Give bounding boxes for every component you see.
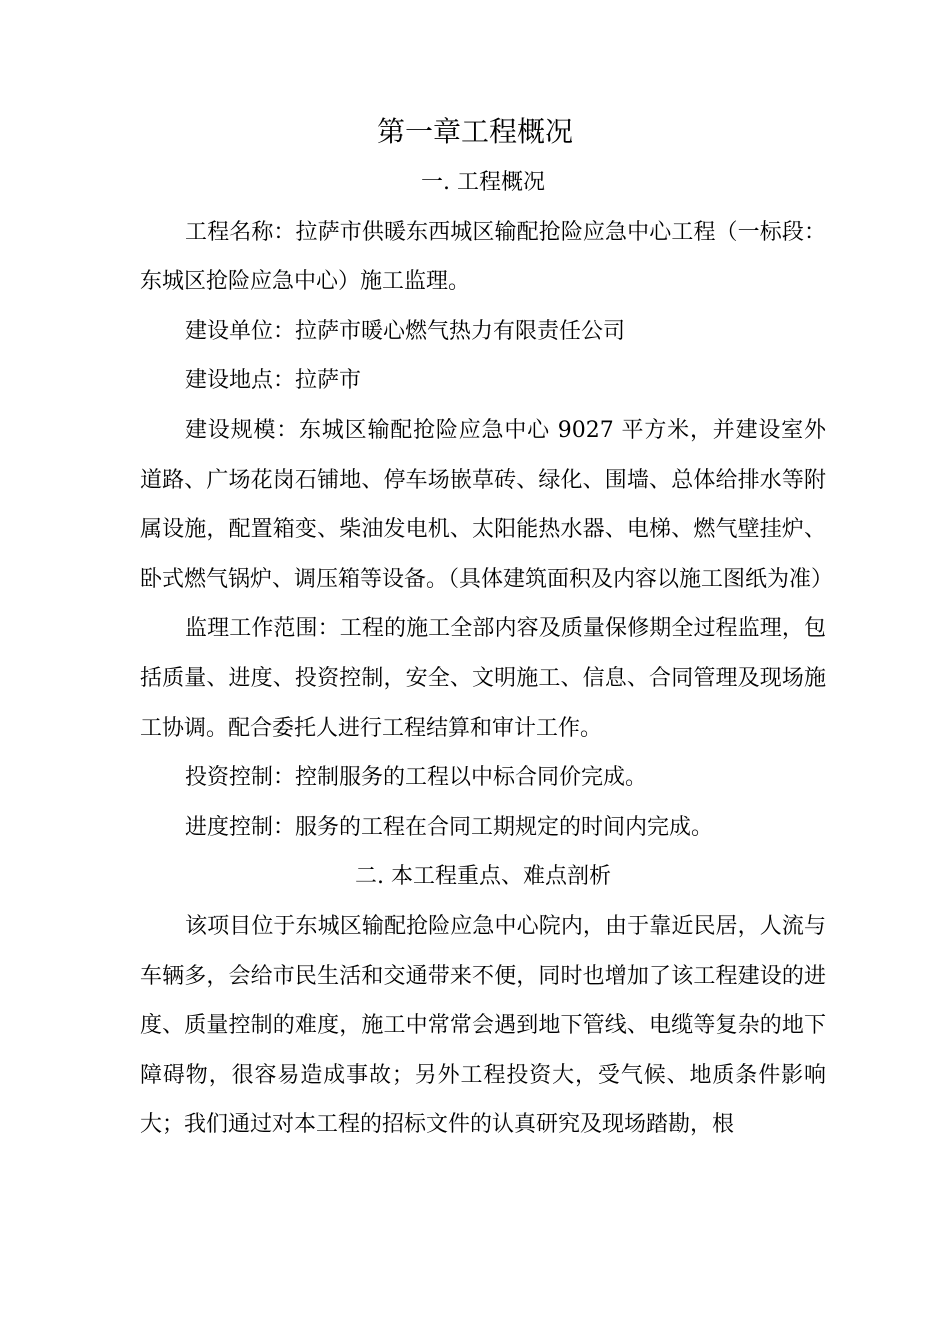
paragraph-key-points-analysis: 该项目位于东城区输配抢险应急中心院内，由于靠近民居，人流与车辆多，会给市民生活和交通带来不便，同时也增加了该工程建设的进度、质量控制的难度，施工中常常会遇到地下管线、电缆等复杂的地下障碍物，很容易造成事故；另外工程投资大，受气候、地质条件影响大；我们通过对本工程的招标文件的认真研究及现场踏勘，根 [140,913,826,1138]
paragraph-construction-site: 建设地点：拉萨市 [185,368,362,394]
paragraph-schedule-control: 进度控制：服务的工程在合同工期规定的时间内完成。 [185,814,714,840]
paragraph-construction-unit: 建设单位：拉萨市暖心燃气热力有限责任公司 [185,318,626,344]
paragraph-investment-control: 投资控制：控制服务的工程以中标合同价完成。 [185,765,648,791]
paragraph-supervision-scope: 监理工作范围：工程的施工全部内容及质量保修期全过程监理，包括质量、进度、投资控制，安全、文明施工、信息、合同管理及现场施工协调。配合委托人进行工程结算和审计工作。 [140,616,826,741]
section-heading-overview: 一. 工程概况 [421,170,545,195]
chapter-title: 第一章工程概况 [376,115,573,148]
section-heading-key-points: 二. 本工程重点、难点剖析 [355,864,611,890]
paragraph-project-name: 工程名称：拉萨市供暖东西城区输配抢险应急中心工程（一标段：东城区抢险应急中心）施工监理。 [140,219,826,295]
paragraph-construction-scale: 建设规模：东城区输配抢险应急中心 9027 平方米，并建设室外道路、广场花岗石铺地、停车场嵌草砖、绿化、围墙、总体给排水等附属设施，配置箱变、柴油发电机、太阳能热水器、电梯、燃气壁挂炉、卧式燃气锅炉、调压箱等设备。（具体建筑面积及内容以施工图纸为准） [140,417,834,592]
document-body [140,158,834,1150]
